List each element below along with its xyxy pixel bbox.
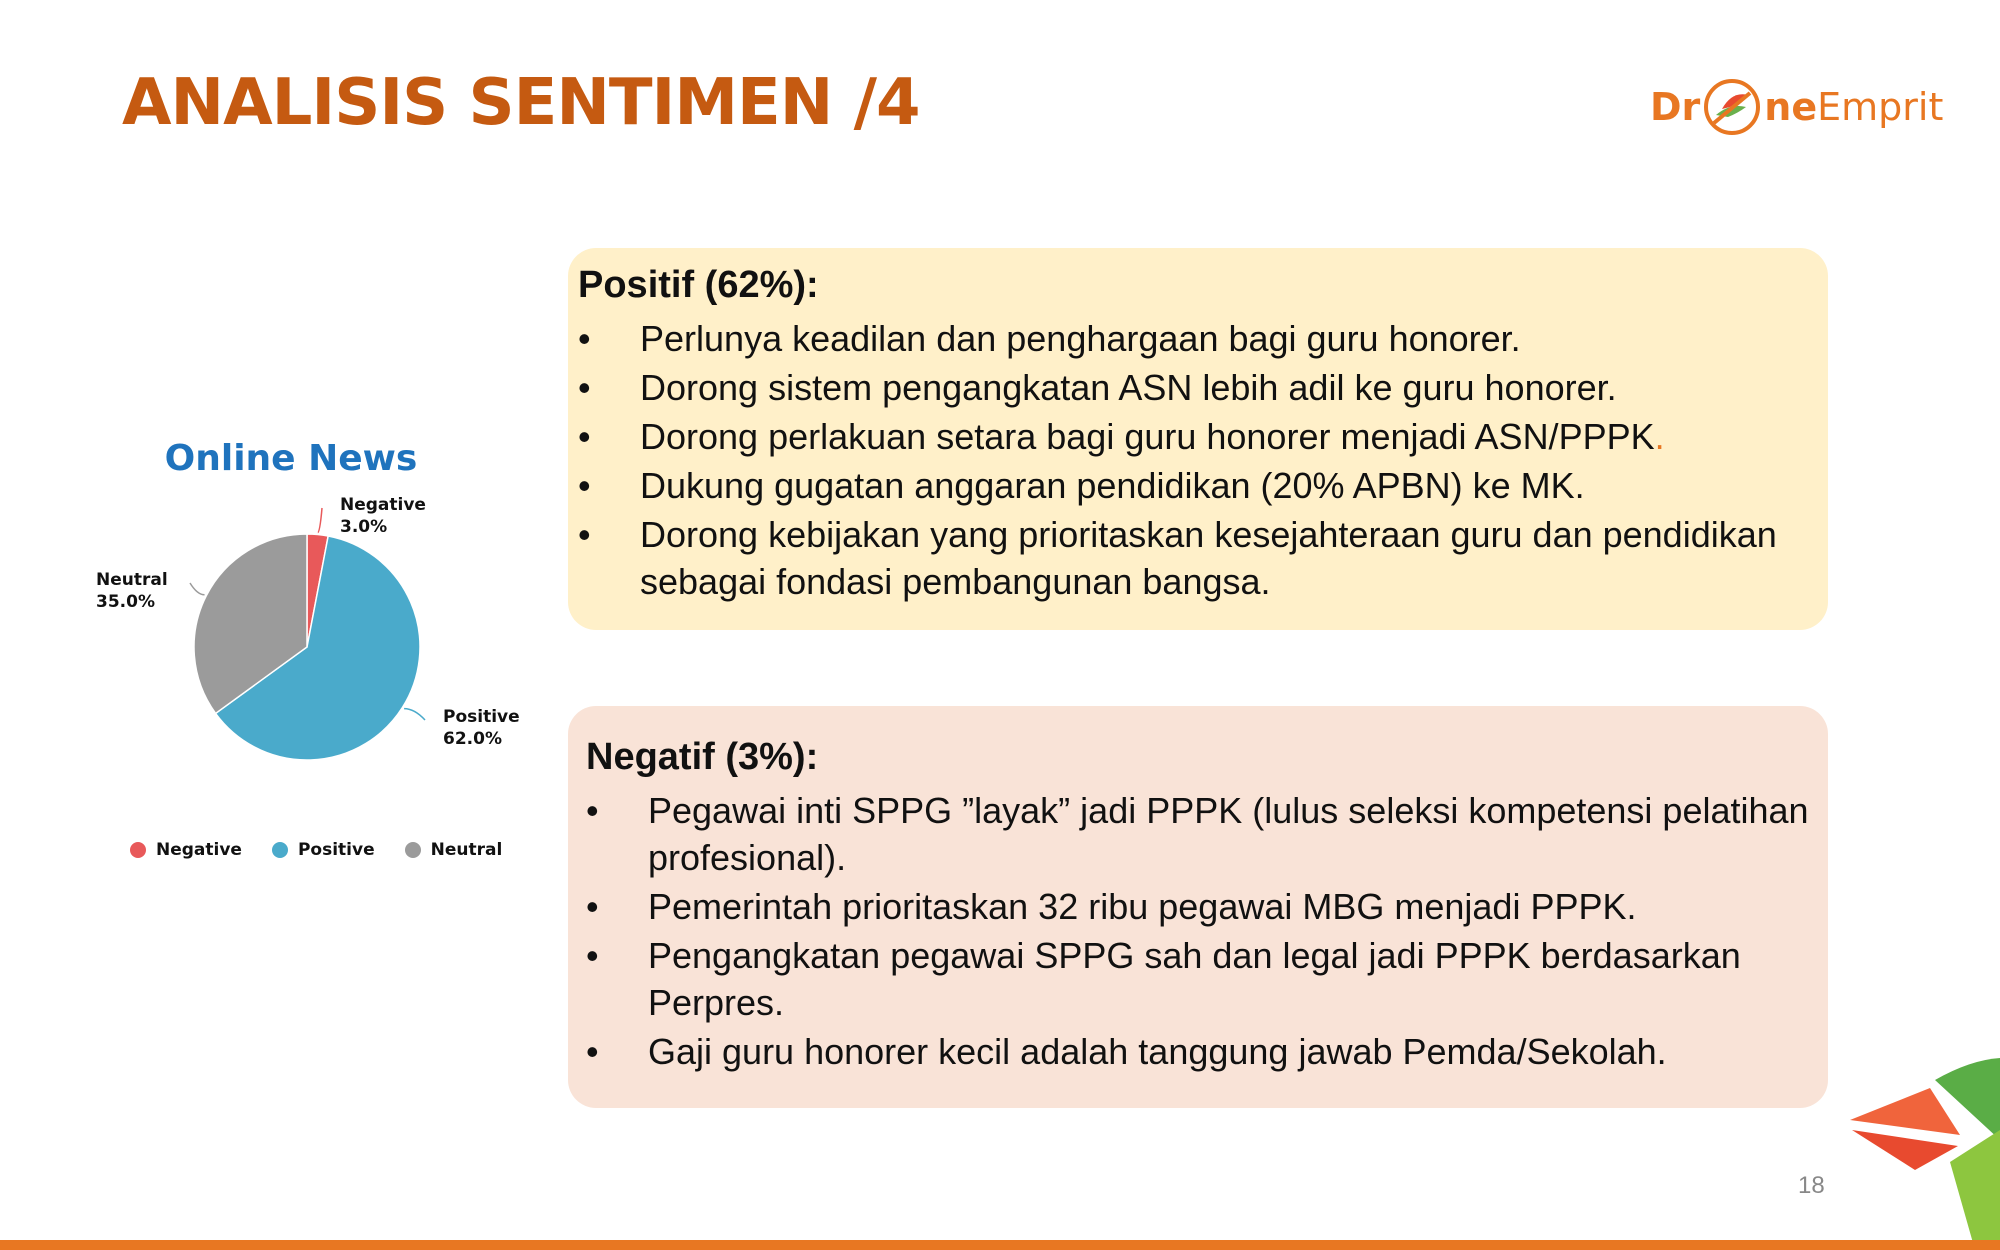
list-item: • Dorong sistem pengangkatan ASN lebih adil ke guru honorer. bbox=[578, 364, 1818, 411]
legend-item-positive bbox=[272, 840, 375, 860]
legend-item-neutral bbox=[405, 840, 503, 860]
list-item-text: Dorong perlakuan setara bagi guru honorer menjadi ASN/PPPK bbox=[640, 416, 1655, 457]
pie-value-neutral: 35.0% bbox=[96, 592, 155, 612]
legend-item-negative bbox=[130, 840, 242, 860]
list-item: • Gaji guru honorer kecil adalah tanggung jawab Pemda/Sekolah. bbox=[586, 1028, 1810, 1075]
list-item: • Pengangkatan pegawai SPPG sah dan legal jadi PPPK berdasarkan Perpres. bbox=[586, 932, 1810, 1026]
positive-sentiment-box bbox=[568, 248, 1828, 630]
pie-value-positive: 62.0% bbox=[443, 729, 502, 749]
bottom-accent-bar bbox=[0, 1240, 2000, 1250]
page-number: 18 bbox=[1798, 1172, 1825, 1199]
list-item bbox=[578, 413, 1818, 460]
list-item: • Perlunya keadilan dan penghargaan bagi guru honorer. bbox=[578, 315, 1818, 362]
sentiment-pie-chart bbox=[80, 490, 540, 790]
pie-label-neutral: Neutral bbox=[96, 570, 168, 590]
negative-heading: Negatif (3%): bbox=[586, 736, 819, 778]
positive-heading: Positif (62%): bbox=[578, 264, 819, 306]
pie-leader-positive bbox=[404, 709, 425, 720]
pie-leader-negative bbox=[318, 508, 322, 533]
positive-list bbox=[578, 315, 1818, 605]
pie-label-negative: Negative bbox=[340, 495, 426, 515]
slide-title: ANALISIS SENTIMEN /4 bbox=[122, 66, 920, 140]
chart-legend bbox=[130, 840, 502, 860]
logo-text-ne: ne bbox=[1764, 85, 1818, 129]
list-item: • Dukung gugatan anggaran pendidikan (20% APBN) ke MK. bbox=[578, 462, 1818, 509]
logo-bird-icon bbox=[1702, 77, 1762, 137]
legend-swatch-positive bbox=[272, 842, 288, 858]
legend-label-neutral: Neutral bbox=[430, 840, 503, 860]
legend-label-negative: Negative bbox=[156, 840, 242, 860]
logo-text-emprit: Emprit bbox=[1817, 85, 1944, 129]
legend-swatch-neutral bbox=[405, 842, 421, 858]
legend-label-positive: Positive bbox=[297, 840, 375, 860]
legend-swatch-negative bbox=[130, 842, 146, 858]
corner-decoration bbox=[1840, 1050, 2000, 1250]
list-item: • Pemerintah prioritaskan 32 ribu pegawai MBG menjadi PPPK. bbox=[586, 883, 1810, 930]
list-item-end-dot: . bbox=[1654, 416, 1665, 457]
negative-list bbox=[586, 787, 1810, 1075]
logo-text-dr: Dr bbox=[1650, 85, 1701, 129]
pie-leader-neutral bbox=[190, 583, 205, 595]
chart-title: Online News bbox=[164, 438, 418, 479]
drone-emprit-logo bbox=[1650, 72, 1943, 142]
list-item: • Dorong kebijakan yang prioritaskan kesejahteraan guru dan pendidikan sebagai fondasi pembangunan bangsa. bbox=[578, 511, 1818, 605]
pie-value-negative: 3.0% bbox=[340, 517, 388, 537]
list-item: • Pegawai inti SPPG ”layak” jadi PPPK (lulus seleksi kompetensi pelatihan profesional). bbox=[586, 787, 1810, 881]
negative-sentiment-box bbox=[568, 706, 1828, 1108]
pie-label-positive: Positive bbox=[443, 707, 520, 727]
